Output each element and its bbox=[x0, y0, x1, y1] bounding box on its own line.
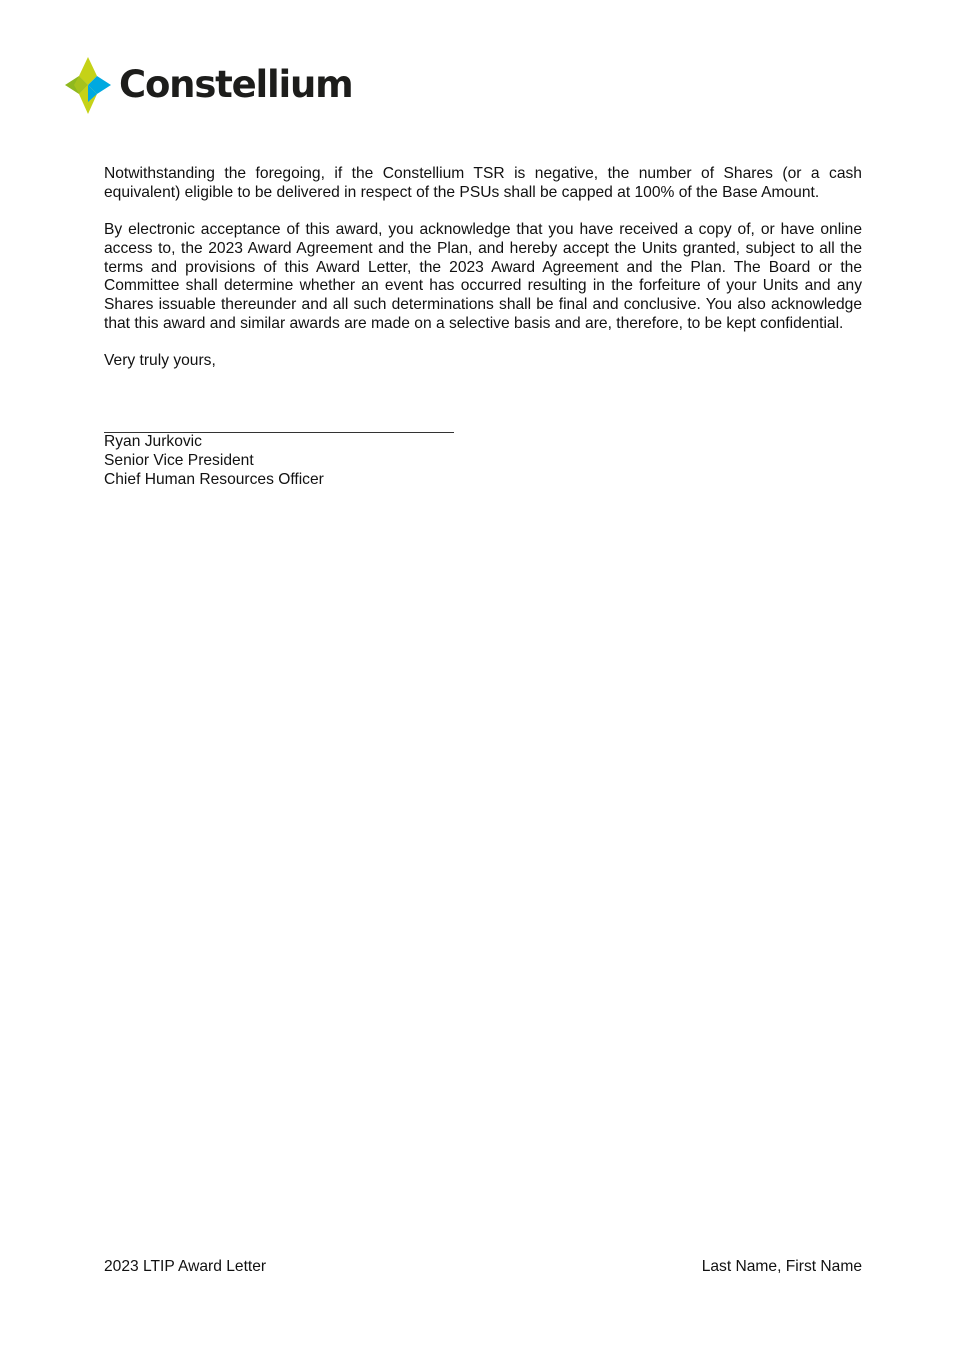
signatory-name: Ryan Jurkovic bbox=[104, 433, 202, 451]
footer-recipient-name: Last Name, First Name bbox=[701, 1258, 862, 1275]
closing-salutation: Very truly yours, bbox=[104, 352, 216, 370]
paragraph-tsr-cap: Notwithstanding the foregoing, if the Constellium TSR is negative, the number of Shares (or a cash equivalent) eligible to be delivered in respect of the PSUs shall be capped at 100% of the Base Amount. bbox=[104, 165, 862, 201]
page-footer bbox=[104, 1257, 862, 1277]
paragraph-acceptance: By electronic acceptance of this award, you acknowledge that you have received a copy of, or have online access to, the 2023 Award Agreement and the Plan, and hereby accept the Units granted, subject to all the terms and provisions of this Award Letter, the 2023 Award Agreement and the Plan. The Board or the Committee shall determine whether an event has occurred resulting in the forfeiture of your Units and any Shares issuable thereunder and all such determinations shall be final and conclusive. You also acknowledge that this award and similar awards are made on a selective basis and are, therefore, to be kept confidential. bbox=[104, 221, 862, 333]
logo-wordmark: Constellium bbox=[119, 63, 353, 106]
signatory-role: Chief Human Resources Officer bbox=[104, 470, 324, 488]
constellium-star-icon bbox=[64, 56, 114, 116]
signature-block bbox=[104, 433, 862, 489]
footer-document-title: 2023 LTIP Award Letter bbox=[104, 1258, 267, 1275]
company-logo bbox=[64, 56, 353, 116]
letter-body bbox=[104, 165, 862, 490]
signatory-title: Senior Vice President bbox=[104, 451, 254, 469]
